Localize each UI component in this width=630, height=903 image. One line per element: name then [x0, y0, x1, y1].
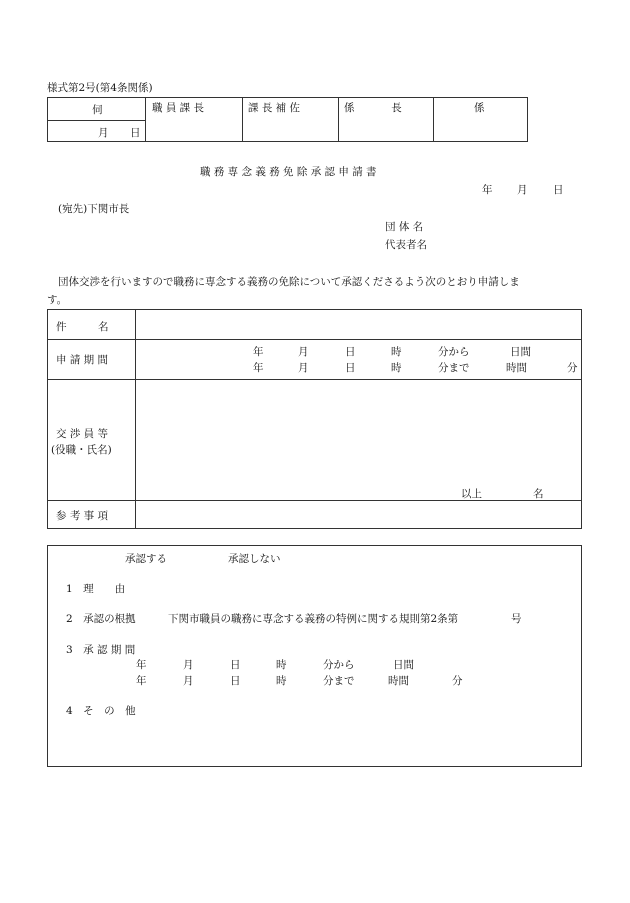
period1-hour: 時 [391, 346, 402, 358]
approval1-year: 年 [136, 659, 147, 671]
negotiators-label: 交 渉 員 等 [56, 428, 109, 440]
ukagai-label: 伺 [92, 104, 103, 116]
body-text-line1: 団体交渉を行いますので職務に専念する義務の免除について承認くださるよう次のとおり申請しま [58, 276, 520, 288]
approval-table [47, 97, 528, 142]
kacho-hosa-label: 課 長 補 佐 [248, 102, 301, 114]
period2-minutes: 分 [567, 362, 578, 374]
kakari-label: 係 [474, 102, 485, 114]
date-day: 日 [553, 184, 564, 196]
approval2-hours: 時間 [388, 675, 409, 687]
period1-year: 年 [253, 346, 264, 358]
notes-label: 参 考 事 項 [56, 510, 109, 522]
period2-year: 年 [253, 362, 264, 374]
mei-label: 名 [533, 488, 544, 500]
negotiators-sublabel: (役職・氏名) [51, 444, 112, 456]
kenmei-label: 件 名 [56, 321, 109, 333]
date-month: 月 [517, 184, 528, 196]
approval2-month: 月 [183, 675, 194, 687]
approval-period-label: 3 承 認 期 間 [66, 644, 136, 656]
date-year: 年 [482, 184, 493, 196]
approval1-min-from: 分から [323, 659, 355, 671]
period1-days: 日間 [510, 346, 531, 358]
period1-day: 日 [345, 346, 356, 358]
addressee: (宛先)下関市長 [58, 203, 130, 215]
approval2-day: 日 [230, 675, 241, 687]
application-table [47, 309, 582, 529]
approval1-hour: 時 [276, 659, 287, 671]
approval2-hour: 時 [276, 675, 287, 687]
approval1-day: 日 [230, 659, 241, 671]
body-text-line2: す。 [47, 294, 68, 306]
ukagai-month-label: 月 [98, 127, 109, 139]
period1-min-from: 分から [438, 346, 470, 358]
basis-label: 2 承認の根拠 [66, 613, 136, 625]
other-item: 4 そ の 他 [66, 705, 136, 717]
ijo-label: 以上 [461, 488, 482, 500]
reason-item: 1 理 由 [66, 583, 126, 595]
approval2-min-to: 分まで [323, 675, 355, 687]
period1-month: 月 [298, 346, 309, 358]
approval2-year: 年 [136, 675, 147, 687]
period2-month: 月 [298, 362, 309, 374]
basis-text: 下関市職員の職務に専念する義務の特例に関する規則第2条第 [168, 613, 459, 625]
period2-hours: 時間 [506, 362, 527, 374]
shokuin-kacho-label: 職 員 課 長 [152, 102, 205, 114]
disapprove-option[interactable]: 承認しない [228, 553, 281, 565]
form-number: 様式第2号(第4条関係) [47, 82, 153, 94]
approve-option[interactable]: 承認する [125, 553, 167, 565]
period-label: 申 請 期 間 [56, 354, 109, 366]
approval2-minutes: 分 [452, 675, 463, 687]
group-name-label: 団 体 名 [385, 221, 424, 233]
ukagai-day-label: 日 [130, 127, 141, 139]
decision-box [47, 545, 582, 767]
basis-go: 号 [511, 613, 522, 625]
representative-label: 代表者名 [385, 239, 427, 251]
kakaricho-label: 係 長 [344, 102, 402, 114]
period2-min-to: 分まで [438, 362, 470, 374]
approval1-days: 日間 [393, 659, 414, 671]
period2-hour: 時 [391, 362, 402, 374]
document-title: 職 務 専 念 義 務 免 除 承 認 申 請 書 [200, 166, 377, 178]
approval1-month: 月 [183, 659, 194, 671]
period2-day: 日 [345, 362, 356, 374]
